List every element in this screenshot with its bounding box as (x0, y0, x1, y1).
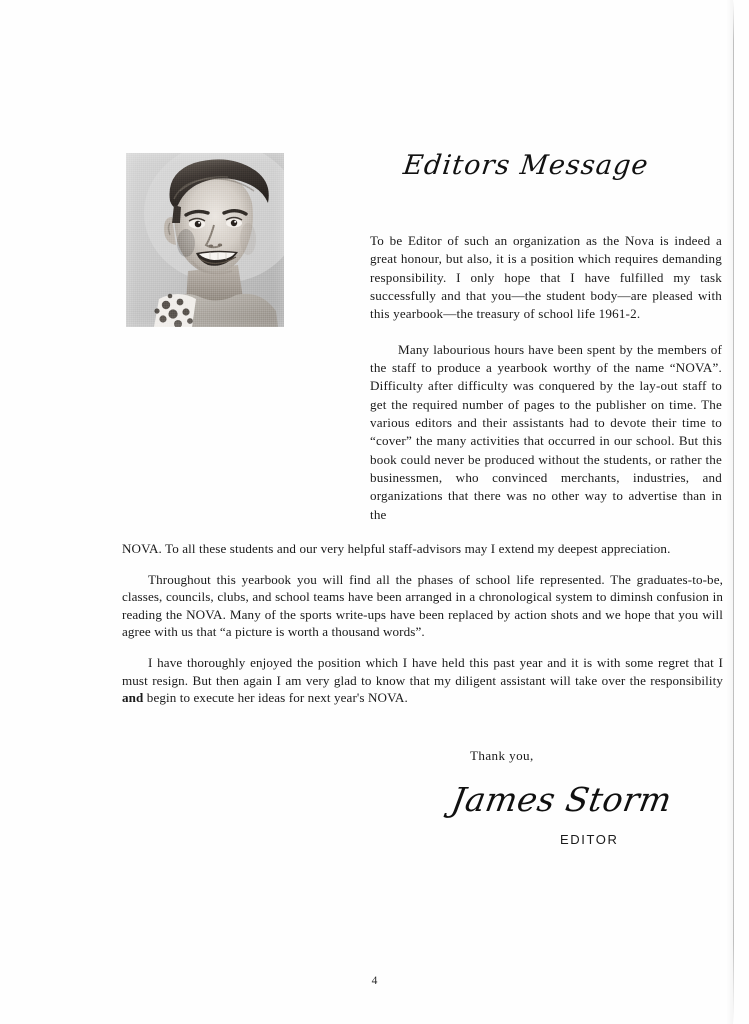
page-number: 4 (371, 975, 378, 987)
page-scan-shadow (726, 0, 733, 1024)
intro-text-column (370, 232, 722, 524)
paragraph-5-part-b: begin to execute her ideas for next year's NOVA. (143, 690, 408, 706)
editor-signature: James Storm (448, 780, 675, 819)
body-text-block (122, 540, 723, 707)
editor-portrait-photo (126, 153, 284, 327)
paragraph-3: NOVA. To all these students and our very helpful staff-advisors may I extend my deepest appreciation. (122, 541, 671, 556)
editor-title-label: EDITOR (560, 832, 619, 847)
page-title: Editors Message (401, 150, 651, 181)
paragraph-5-part-a: I have thoroughly enjoyed the position which I have held this past year and it is with some regret that I must resign. But then again I am very glad to know that my diligent assistant will take over the responsibility (122, 654, 723, 688)
page-scan-edge (733, 0, 734, 1024)
paragraph-1: To be Editor of such an organization as the Nova is indeed a great honour, but also, it is a position which requires demanding responsibility. I only hope that I have fulfilled my task successfully and that you—the student body—are pleased with this yearbook—the treasury of school life 1961-2. (370, 233, 722, 322)
paragraph-2: Many labourious hours have been spent by the members of the staff to produce a yearbook worthy of the name “NOVA”. Difficulty after difficulty was conquered by the lay-out staff to get the required number of pages to the publisher on time. The various editors and their assistants had to devote their time to “cover” the many activities that occurred in our school. But this book could never be produced without the students, or rather the businessmen, who convinced merchants, industries, and organizations that there was no other way to advertise than in the (370, 341, 722, 522)
paragraph-4: Throughout this yearbook you will find all the phases of school life represented. The graduates-to-be, classes, councils, clubs, and school teams have been arranged in a chronological system to diminsh confusion in reading the NOVA. Many of the sports write-ups have been replaced by action shots and we hope that you will agree with us that “a picture is worth a thousand words”. (122, 571, 723, 640)
portrait-photo-icon (126, 153, 284, 327)
paragraph-5 (122, 654, 723, 707)
closing-salutation: Thank you, (470, 748, 534, 763)
paragraph-5-emphasis: and (122, 690, 144, 706)
